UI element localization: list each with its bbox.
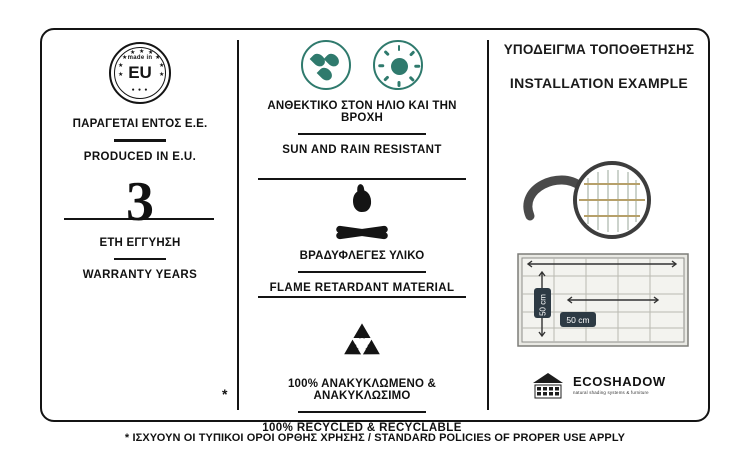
rule-origin	[114, 139, 166, 142]
rule-recycle	[298, 411, 426, 413]
origin-label-en: PRODUCED IN E.U.	[83, 150, 197, 163]
sun-ray	[398, 81, 401, 87]
installation-title-gr: ΥΠΟΔΕΙΓΜΑ ΤΟΠΟΘΕΤΗΣΗΣ	[503, 42, 695, 57]
divider-vertical-left	[237, 40, 239, 410]
rain-drops-icon	[301, 40, 351, 90]
badge-dots: ● ● ●	[131, 87, 149, 93]
sun-icon	[373, 40, 423, 90]
warranty-label-gr: ΕΤΗ ΕΓΓΥΗΣΗ	[99, 236, 181, 249]
divider-vertical-right	[487, 40, 489, 410]
sun-ray	[408, 50, 414, 56]
left-column	[52, 42, 228, 281]
installation-title-en: INSTALLATION EXAMPLE	[509, 75, 689, 91]
brand-logo	[530, 366, 686, 404]
flame-label-en: FLAME RETARDANT MATERIAL	[269, 282, 455, 294]
feature-block-flame	[248, 190, 476, 294]
rule-flame	[298, 271, 426, 273]
weather-label-en: SUN AND RAIN RESISTANT	[282, 144, 442, 156]
recycle-label-gr: 100% ΑΝΑΚΥΚΛΩΜΕΝΟ & ΑΝΑΚΥΚΛΩΣΙΜΟ	[287, 378, 437, 402]
recycle-icon	[334, 320, 390, 368]
feature-block-weather	[248, 40, 476, 156]
flame-shape	[352, 189, 371, 212]
warranty-number: 3	[126, 170, 154, 233]
recycle-label-en: 100% RECYCLED & RECYCLABLE	[262, 422, 462, 434]
svg-text:50 cm: 50 cm	[538, 294, 548, 316]
rule-weather	[298, 133, 426, 135]
sun-ray	[383, 50, 389, 56]
sun-core	[391, 58, 408, 75]
origin-label-gr: ΠΑΡΑΓΕΤΑΙ ΕΝΤΟΣ Ε.Ε.	[72, 118, 208, 130]
drop-shape	[317, 65, 335, 83]
flame-label-gr: ΒΡΑΔΥΦΛΕΓΕΣ ΥΛΙΚΟ	[299, 250, 425, 262]
footnote-text: * ΙΣΧΥΟΥΝ ΟΙ ΤΥΠΙΚΟΙ ΟΡΟΙ ΟΡΘΗΣ ΧΡΗΣΗΣ / STANDARD POLICIES OF PROPER USE APPLY	[124, 432, 626, 444]
badge-eu-label: EU	[128, 63, 152, 82]
installation-diagram	[508, 160, 698, 360]
feature-block-recycle	[248, 320, 476, 434]
brand-tagline: natural shading systems & furniture	[573, 389, 649, 395]
brand-name: ECOSHADOW	[573, 373, 666, 389]
asterisk-marker: *	[222, 386, 228, 402]
sun-ray	[408, 76, 414, 82]
sun-ray	[378, 65, 384, 68]
sun-ray	[398, 45, 401, 51]
right-column	[496, 42, 702, 91]
sun-ray	[383, 76, 389, 82]
weather-icon-row	[248, 40, 476, 90]
middle-column	[248, 40, 476, 434]
svg-text:50 cm: 50 cm	[566, 315, 590, 325]
sun-ray	[414, 65, 420, 68]
made-in-eu-icon	[109, 42, 171, 104]
drop-shape	[324, 51, 342, 69]
warranty-label-en: WARRANTY YEARS	[82, 269, 198, 281]
badge-made-in-label: made in	[127, 55, 153, 61]
brand-text-block	[573, 375, 666, 396]
rule-warranty	[114, 258, 166, 261]
fire-icon	[330, 190, 394, 242]
badge-stars: ★ ★ ★ ★ ★ ★ ★ ★ ★	[118, 49, 165, 78]
weather-label-gr: ΑΝΘΕΚΤΙΚΟ ΣΤΟΝ ΗΛΙΟ ΚΑΙ ΤΗΝ ΒΡΟΧΗ	[267, 100, 457, 124]
ecoshadow-logo-icon	[530, 370, 566, 400]
